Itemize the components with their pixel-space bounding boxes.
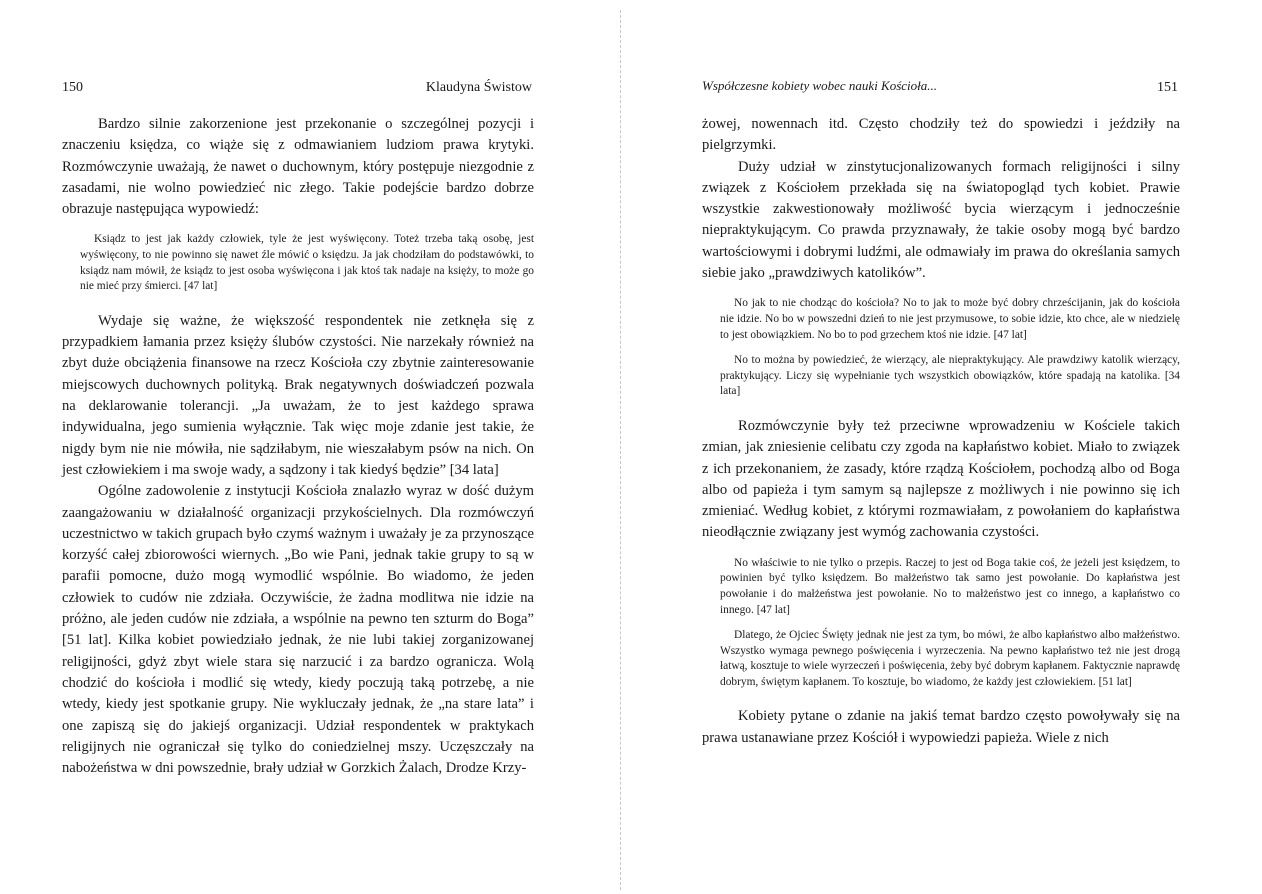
body-paragraph: Duży udział w zinstytucjonalizowanych formach religijności i silny związek z Kościołem przekłada się na światopogląd tych kobiet. Prawie wszystkie zakwestionowały możliwość bycia wierzącym i jednocześnie niepraktykującym. Co prawda przyznawały, że takie osoby mogą być bardzo wartościowymi i dobrymi ludźmi, ale odmawiały im prawa do określania samych siebie jako „prawdziwych katolików”. <box>702 158 1180 282</box>
interview-quote: No właściwie to nie tylko o przepis. Raczej to jest od Boga takie coś, że jeżeli jest księdzem, to powinien być tylko księdzem. Bo małżeństwo tak samo jest powołanie. Do kapłaństwa jest powołanie i do małżeństwa jest powołanie. No to małżeństwo jest co innego, a kapłaństwo co innego. [47 lat] <box>720 556 1180 616</box>
body-paragraph: Ogólne zadowolenie z instytucji Kościoła znalazło wyraz w dość dużym zaangażowaniu w działalność organizacji przykościelnych. Dla rozmówczyń uczestnictwo w takich grupach było czymś ważnym i uważały je za przynoszące korzyść całej zbiorowości wiernych. „Bo wie Pani, jednak takie grupy to są w parafii pomocne, dużo mogą wymodlić wspólnie. Bo wiadomo, że jeden człowiek to cudów nie zdziała. Oczywiście, że żadna modlitwa nie idzie na próżno, ale jeden cudów nie zdziała, a wspólnie na pewno ten szturm do Boga” [51 lat]. Kilka kobiet powiedziało jednak, że nie lubi takiej zorganizowanej religijności, gdyż zbyt wiele stara się narzucić i za bardzo ogranicza. Wolą chodzić do kościoła i modlić się wtedy, kiedy poczują taką potrzebę, a nie wtedy, kiedy jest spotkanie grupy. Nie wykluczały jednak, że „na stare lata” i one zapiszą się do jakiejś organizacji. Udział respondentek w praktykach religijnych nie ograniczał się tylko do coniedzielnej mszy. Uczęszczały na nabożeństwa w dni powszednie, brały udział w Gorzkich Żalach, Drodze Krzy- <box>62 483 534 777</box>
left-page-body <box>62 114 534 779</box>
right-page-header <box>702 80 1180 102</box>
body-paragraph: Rozmówczynie były też przeciwne wprowadzeniu w Kościele takich zmian, jak zniesienie celibatu czy zgoda na kapłaństwo kobiet. Miało to związek z ich przekonaniem, że zasady, które rządzą Kościołem, pochodzą albo od Boga albo od papieża i tym samym są najlepsze z możliwych i nie powinno się ich zmieniać. Według kobiet, z którymi rozmawiałam, z powołaniem do kapłaństwa nieodłącznie związany jest wymóg zachowania czystości. <box>702 417 1180 541</box>
interview-quote: Ksiądz to jest jak każdy człowiek, tyle że jest wyświęcony. Toteż trzeba taką osobę, jest wyświęcony, to nie powinno się nawet źle mówić o księdzu. Ja jak chodziłam do podstawówki, to ksiądz nam mówił, że ksiądz to jest osoba wyświęcona i jak ktoś tak nadaje na księży, to może go nie mieć przy śmierci. [47 lat] <box>80 233 534 293</box>
running-title: Współczesne kobiety wobec nauki Kościoła... <box>702 78 938 93</box>
running-title: Klaudyna Świstow <box>425 80 532 95</box>
book-gutter <box>620 10 621 890</box>
body-paragraph: Kobiety pytane o zdanie na jakiś temat bardzo często powoływały się na prawa ustanawiane przez Kościół i wypowiedzi papieża. Wiele z nich <box>702 708 1180 746</box>
interview-quote: No jak to nie chodząc do kościoła? No to jak to może być dobry chrześcijanin, jak do kościoła nie idzie. No bo w powszedni dzień to nie jest przymusowe, to sobie idzie, kto chce, ale w niedzielę to jest obowiązkiem. No bo to pod grzechem ktoś nie idzie. [47 lat] <box>720 297 1180 341</box>
right-page-body <box>702 114 1180 749</box>
interview-quote: Dlatego, że Ojciec Święty jednak nie jest za tym, bo mówi, że albo kapłaństwo albo małżeństwo. Wszystko wymaga pewnego poświęcenia i wyrzeczenia. Na pewno kapłaństwo też nie jest drogą łatwą, kosztuje to wiele wyrzeczeń i poświęcenia, żeby być dobrym kapłanem. Faktycznie naprawdę dobrym, świętym kapłanem. To kosztuje, bo wiadomo, że każdy jest człowiekiem. [51 lat] <box>720 629 1180 688</box>
page-number: 151 <box>1157 80 1178 95</box>
body-paragraph: żowej, nowennach itd. Często chodziły też do spowiedzi i jeździły na pielgrzymki. <box>702 116 1180 154</box>
left-page-header <box>62 80 534 102</box>
page-number: 150 <box>62 80 83 95</box>
body-paragraph: Wydaje się ważne, że większość respondentek nie zetknęła się z przypadkiem łamania przez księży ślubów czystości. Nie narzekały również na zbyt duże obciążenia finansowe na rzecz Kościoła czy zbytnie zainteresowanie miejscowych duchownych polityką. Brak negatywnych doświadczeń pozwala na deklarowanie tolerancji. „Ja uważam, że to jest każdego sprawa indywidualna, jego sumienia wyłącznie. Tak więc moje zdanie jest takie, że nigdy bym nie nie mówiła, nie sądziłabym, nie wieszałabym psów na nich. On jest człowiekiem i ma swoje wady, a sądzony i tak kiedyś będzie” [34 lata] <box>62 312 534 478</box>
body-paragraph: Bardzo silnie zakorzenione jest przekonanie o szczególnej pozycji i znaczeniu księdza, co wiąże się z odmawianiem ludziom prawa krytyki. Rozmówczynie uważają, że nawet o duchownym, który postępuje niezgodnie z zasadami, nie wolno powiedzieć nic złego. Takie podejście bardzo dobrze obrazuje następująca wypowiedź: <box>62 116 534 218</box>
interview-quote: No to można by powiedzieć, że wierzący, ale niepraktykujący. Ale prawdziwy katolik wierzący, praktykujący. Liczy się wypełnianie tych wszystkich obowiązków, które spadają na katolika. [34 lata] <box>720 354 1180 398</box>
